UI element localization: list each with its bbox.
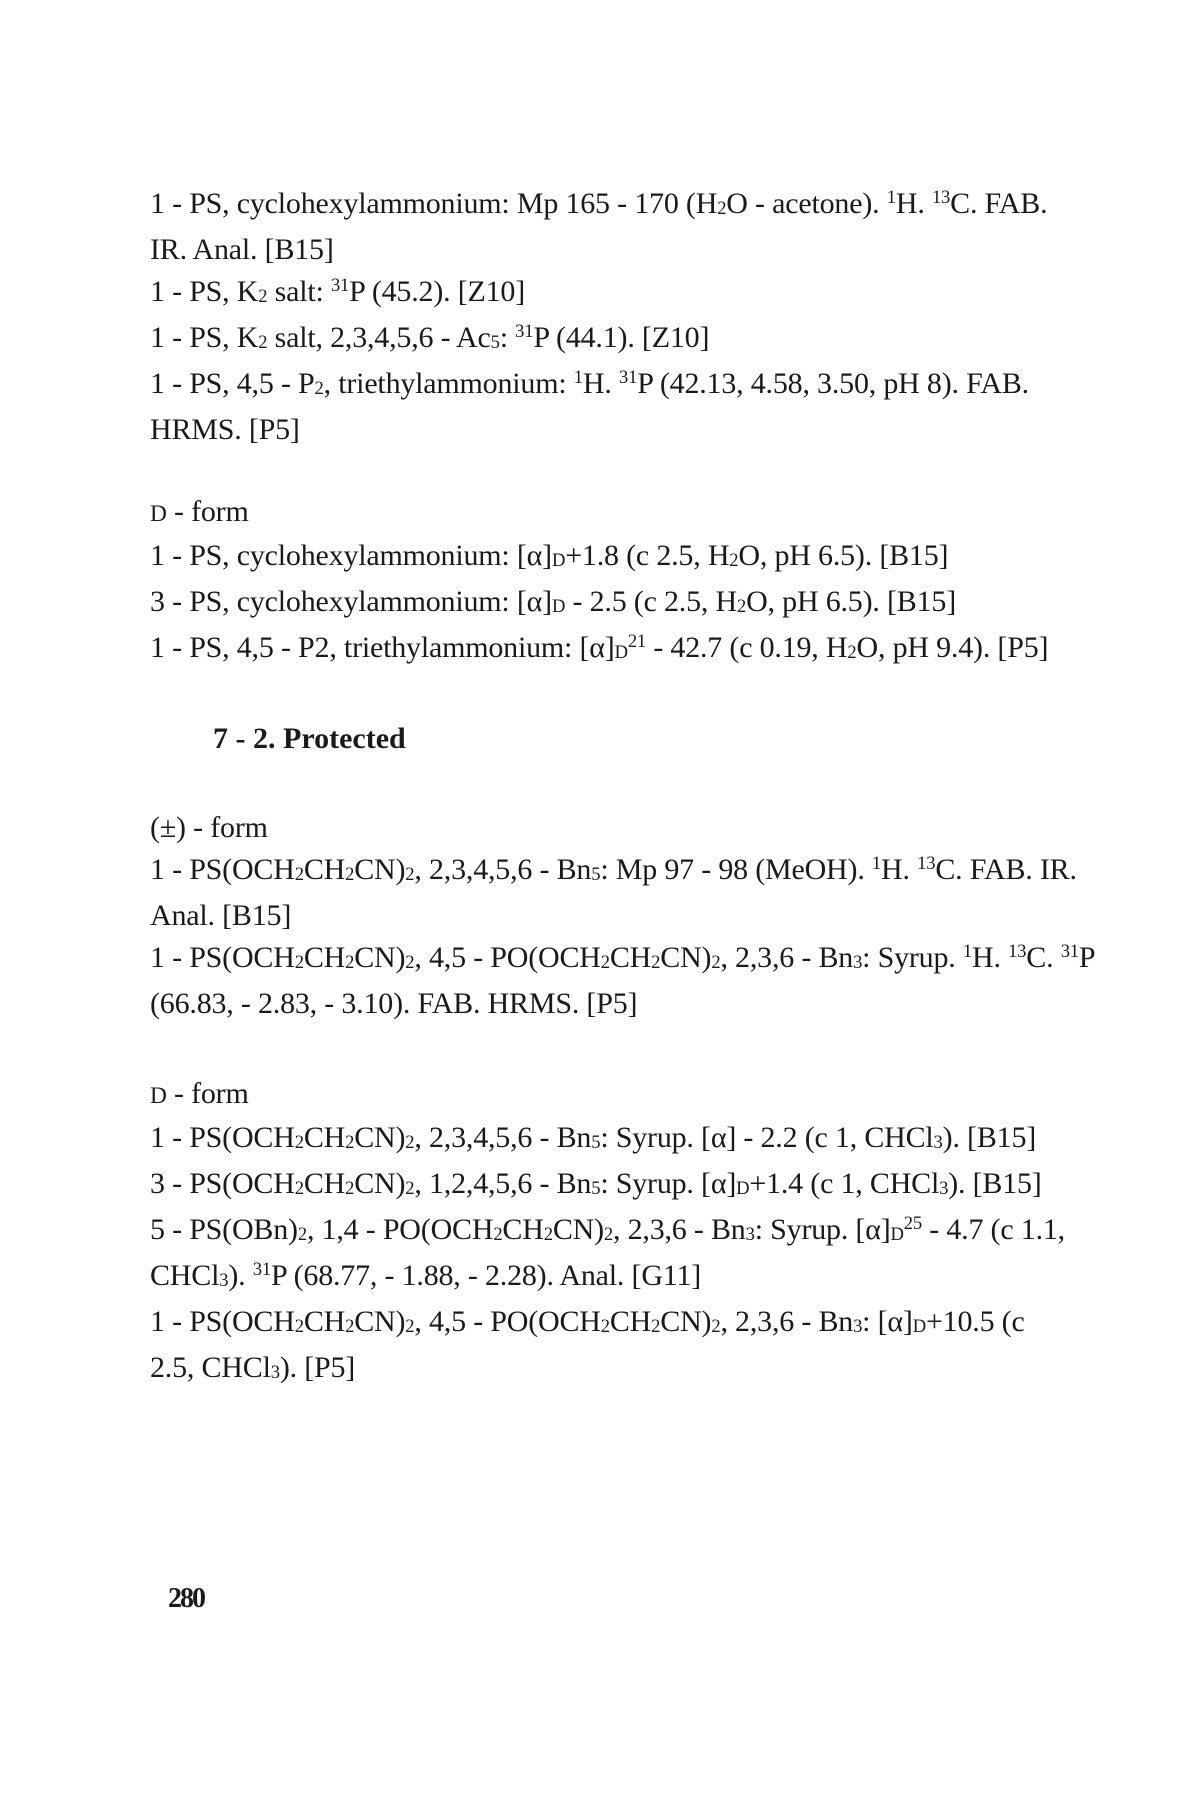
entry-line: 1 - PS, K2 salt: $^{31}$P (45.2). [Z10] [150,274,526,308]
entry-line: 1 - PS(OCH2CH2CN)2, 4,5 - PO(OCH2CH2CN)2, 2,3,6 - Bn3: Syrup. $^1$H. $^{13}$C. $^{31}$P [150,940,1096,974]
form-label: (±) - form [150,811,268,844]
form-label: D - form [150,495,249,528]
entry-line: 1 - PS, 4,5 - P2, triethylammonium: $^1$H. $^{31}$P (42.13, 4.58, 3.50, pH 8). FAB. [150,366,1029,400]
entry-line: 3 - PS, cyclohexylammonium: [α]D - 2.5 (c 2.5, H2O, pH 6.5). [B15] [150,585,956,618]
entry-line: Anal. [B15] [150,899,292,932]
entry-line: 1 - PS, 4,5 - P2, triethylammonium: $[\alpha]D^{21} - 42.7$ (c 0.19, H2O, pH 9.4). [P5] [150,630,1049,664]
section-racemic-unprotected [150,183,1080,451]
form-label: D - form [150,1077,249,1110]
entry-line: HRMS. [P5] [150,413,300,446]
entry-line: CHCl3). $^{31}$P (68.77, - 1.88, - 2.28). Anal. [G11] [150,1258,702,1292]
entry-line: 1 - PS, cyclohexylammonium: [α]D+1.8 (c 2.5, H2O, pH 6.5). [B15] [150,539,949,572]
entry-line: 1 - PS(OCH2CH2CN)2, 4,5 - PO(OCH2CH2CN)2, 2,3,6 - Bn3: [α]D+10.5 (c [150,1305,1025,1338]
entry-line: 1 - PS, K2 salt, 2,3,4,5,6 - Ac5: $^{31}$P (44.1). [Z10] [150,320,710,354]
entry-line: (66.83, - 2.83, - 3.10). FAB. HRMS. [P5] [150,987,638,1020]
section-d-form-protected [150,1073,1080,1393]
entry-line: 3 - PS(OCH2CH2CN)2, 1,2,4,5,6 - Bn5: Syrup. [α]D+1.4 (c 1, CHCl3). [B15] [150,1167,1042,1200]
entry-line: 1 - PS(OCH2CH2CN)2, 2,3,4,5,6 - Bn5: Mp 97 - 98 (MeOH). $^1$H. $^{13}$C. FAB. IR. [150,852,1077,886]
entry-line: 1 - PS(OCH2CH2CN)2, 2,3,4,5,6 - Bn5: Syrup. [α] - 2.2 (c 1, CHCl3). [B15] [150,1121,1037,1154]
section-racemic-protected [150,807,1096,1025]
page-number: 280 [168,1583,204,1614]
section-d-form-unprotected [150,491,1080,673]
entry-line: IR. Anal. [B15] [150,233,334,266]
section-heading: 7 - 2. Protected [213,722,406,755]
entry-line: 1 - PS, cyclohexylammonium: Mp 165 - 170 (H2O - acetone). $^1$H. $^{13}$C. FAB. [150,186,1048,220]
entry-line: 5 - PS(OBn)2, 1,4 - PO(OCH2CH2CN)2, 2,3,6 - Bn3: Syrup. $[\alpha]D^{25} - 4.7$ (c 1.1, [150,1212,1065,1246]
entry-line: 2.5, CHCl3). [P5] [150,1351,356,1384]
